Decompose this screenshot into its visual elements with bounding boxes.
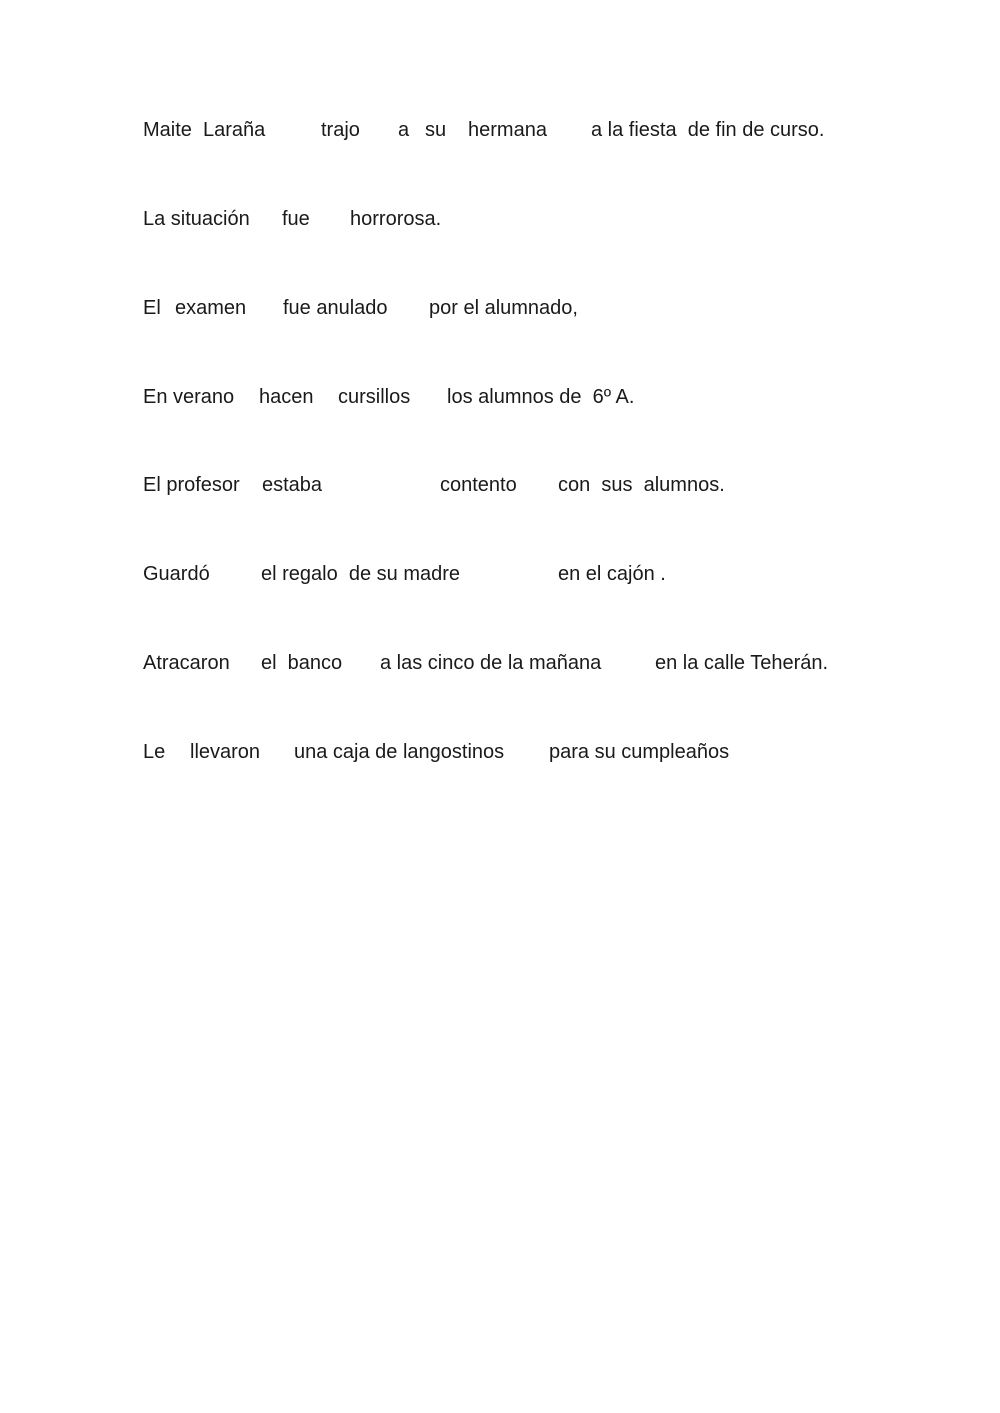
- sentence-8: [0, 737, 1000, 767]
- chunk[interactable]: los alumnos de 6º A.: [447, 386, 635, 408]
- chunk[interactable]: con sus alumnos.: [558, 474, 725, 496]
- chunk[interactable]: su: [425, 119, 447, 141]
- sentence-1: [0, 115, 1000, 145]
- chunk[interactable]: El: [143, 297, 161, 319]
- chunk[interactable]: contento: [440, 474, 517, 496]
- chunk[interactable]: Le: [143, 741, 166, 763]
- chunk[interactable]: fue: [282, 208, 310, 230]
- chunk[interactable]: el regalo de su madre: [261, 563, 461, 585]
- chunk[interactable]: El profesor: [143, 474, 240, 496]
- chunk[interactable]: a la fiesta de fin de curso.: [591, 119, 825, 141]
- chunk[interactable]: llevaron: [190, 741, 261, 763]
- chunk[interactable]: Maite Laraña: [143, 119, 266, 141]
- sentence-4: [0, 382, 1000, 412]
- chunk[interactable]: cursillos: [338, 386, 411, 408]
- chunk[interactable]: para su cumpleaños: [549, 741, 730, 763]
- sentence-3: [0, 293, 1000, 323]
- chunk[interactable]: una caja de langostinos: [294, 741, 505, 763]
- chunk[interactable]: Guardó: [143, 563, 210, 585]
- chunk[interactable]: en la calle Teherán.: [655, 652, 829, 674]
- chunk[interactable]: por el alumnado,: [429, 297, 578, 319]
- chunk[interactable]: fue anulado: [283, 297, 388, 319]
- chunk[interactable]: a: [398, 119, 410, 141]
- chunk[interactable]: estaba: [262, 474, 323, 496]
- chunk[interactable]: hacen: [259, 386, 314, 408]
- chunk[interactable]: hermana: [468, 119, 547, 141]
- chunk[interactable]: el banco: [261, 652, 343, 674]
- chunk[interactable]: La situación: [143, 208, 250, 230]
- chunk[interactable]: en el cajón .: [558, 563, 666, 585]
- chunk[interactable]: a las cinco de la mañana: [380, 652, 602, 674]
- sentence-6: [0, 559, 1000, 589]
- sentence-5: [0, 470, 1000, 500]
- sentence-2: [0, 204, 1000, 234]
- chunk[interactable]: examen: [175, 297, 247, 319]
- chunk[interactable]: horrorosa.: [350, 208, 442, 230]
- chunk[interactable]: En verano: [143, 386, 235, 408]
- chunk[interactable]: Atracaron: [143, 652, 230, 674]
- sentence-7: [0, 648, 1000, 678]
- chunk[interactable]: trajo: [321, 119, 360, 141]
